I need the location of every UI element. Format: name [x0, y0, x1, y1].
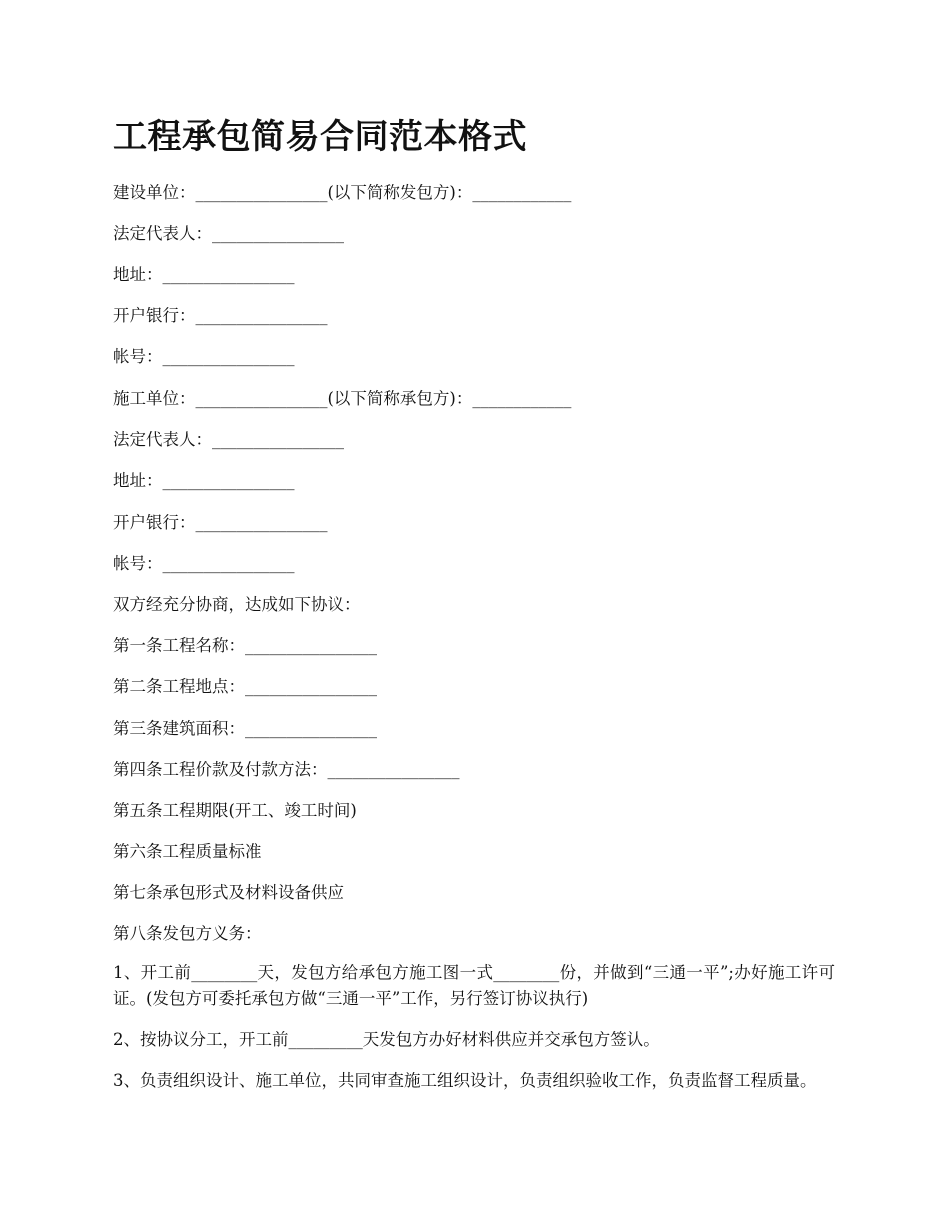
- article-2-project-location: 第二条工程地点：________________: [113, 677, 377, 696]
- field-builder-bank: 开户银行：________________: [113, 306, 328, 325]
- field-contractor-unit: 施工单位：________________(以下简称承包方)：____________: [113, 389, 572, 408]
- article-3-building-area: 第三条建筑面积：________________: [113, 719, 377, 738]
- field-builder-unit: 建设单位：________________(以下简称发包方)：____________: [113, 183, 572, 202]
- article-6-quality-standard: 第六条工程质量标准: [113, 842, 262, 861]
- field-builder-legal-representative: 法定代表人：________________: [113, 224, 344, 243]
- article-7-contract-form: 第七条承包形式及材料设备供应: [113, 883, 344, 902]
- agreement-intro: 双方经充分协商，达成如下协议：: [113, 595, 361, 614]
- article-8-employer-obligations: 第八条发包方义务：: [113, 924, 262, 943]
- field-contractor-account: 帐号：________________: [113, 554, 295, 573]
- article-1-project-name: 第一条工程名称：________________: [113, 636, 377, 655]
- article-5-project-period: 第五条工程期限(开工、竣工时间): [113, 801, 357, 820]
- field-contractor-address: 地址：________________: [113, 471, 295, 490]
- field-contractor-legal-representative: 法定代表人：________________: [113, 430, 344, 449]
- document-title: 工程承包简易合同范本格式: [113, 117, 527, 157]
- field-builder-address: 地址：________________: [113, 265, 295, 284]
- obligation-item-2: 2、按协议分工，开工前_________天发包方办好材料供应并交承包方签认。: [113, 1030, 660, 1049]
- obligation-item-1: 1、开工前________天，发包方给承包方施工图一式________份，并做到“三通一平”;办好施工许可证。(发包方可委托承包方做“三通一平”工作，另行签订协议执行): [113, 963, 835, 1008]
- article-4-price-payment: 第四条工程价款及付款方法：________________: [113, 760, 460, 779]
- obligation-item-3: 3、负责组织设计、施工单位，共同审查施工组织设计，负责组织验收工作，负责监督工程质量。: [113, 1071, 817, 1090]
- field-builder-account: 帐号：________________: [113, 347, 295, 366]
- field-contractor-bank: 开户银行：________________: [113, 513, 328, 532]
